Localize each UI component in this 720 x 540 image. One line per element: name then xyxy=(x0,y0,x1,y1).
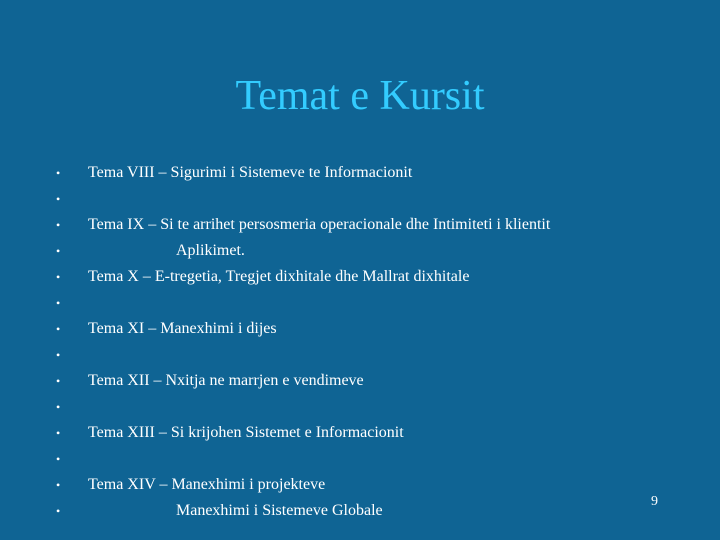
topic-text: Tema XIV – Manexhimi i projekteve xyxy=(88,476,326,493)
list-item xyxy=(56,290,696,316)
bullet-icon: • xyxy=(56,478,61,492)
bullet-icon: • xyxy=(56,166,61,180)
topic-text: Manexhimi i Sistemeve Globale xyxy=(176,502,383,519)
list-item xyxy=(56,238,696,264)
bullet-icon: • xyxy=(56,452,61,466)
list-item xyxy=(56,316,696,342)
bullet-icon: • xyxy=(56,374,61,388)
bullet-icon: • xyxy=(56,426,61,440)
list-item xyxy=(56,420,696,446)
topic-text: Tema XIII – Si krijohen Sistemet e Informacionit xyxy=(88,424,404,441)
list-item xyxy=(56,186,696,212)
list-item xyxy=(56,368,696,394)
bullet-icon: • xyxy=(56,192,61,206)
list-item xyxy=(56,264,696,290)
slide-title: Temat e Kursit xyxy=(235,73,485,119)
list-item xyxy=(56,212,696,238)
topic-list xyxy=(56,160,696,524)
topic-text: Aplikimet. xyxy=(176,242,245,259)
bullet-icon: • xyxy=(56,296,61,310)
bullet-icon: • xyxy=(56,400,61,414)
topic-text: Tema XI – Manexhimi i dijes xyxy=(88,320,277,337)
bullet-icon: • xyxy=(56,504,61,518)
page-number: 9 xyxy=(651,494,658,509)
topic-text: Tema VIII – Sigurimi i Sistemeve te Informacionit xyxy=(88,164,413,181)
topic-text: Tema X – E-tregetia, Tregjet dixhitale dhe Mallrat dixhitale xyxy=(88,268,470,285)
topic-text: Tema IX – Si te arrihet persosmeria operacionale dhe Intimiteti i klientit xyxy=(88,216,551,233)
list-item xyxy=(56,394,696,420)
bullet-icon: • xyxy=(56,270,61,284)
bullet-icon: • xyxy=(56,322,61,336)
bullet-icon: • xyxy=(56,244,61,258)
list-item xyxy=(56,342,696,368)
list-item xyxy=(56,498,696,524)
topic-text: Tema XII – Nxitja ne marrjen e vendimeve xyxy=(88,372,364,389)
list-item xyxy=(56,472,696,498)
list-item xyxy=(56,446,696,472)
bullet-icon: • xyxy=(56,348,61,362)
bullet-icon: • xyxy=(56,218,61,232)
list-item xyxy=(56,160,696,186)
